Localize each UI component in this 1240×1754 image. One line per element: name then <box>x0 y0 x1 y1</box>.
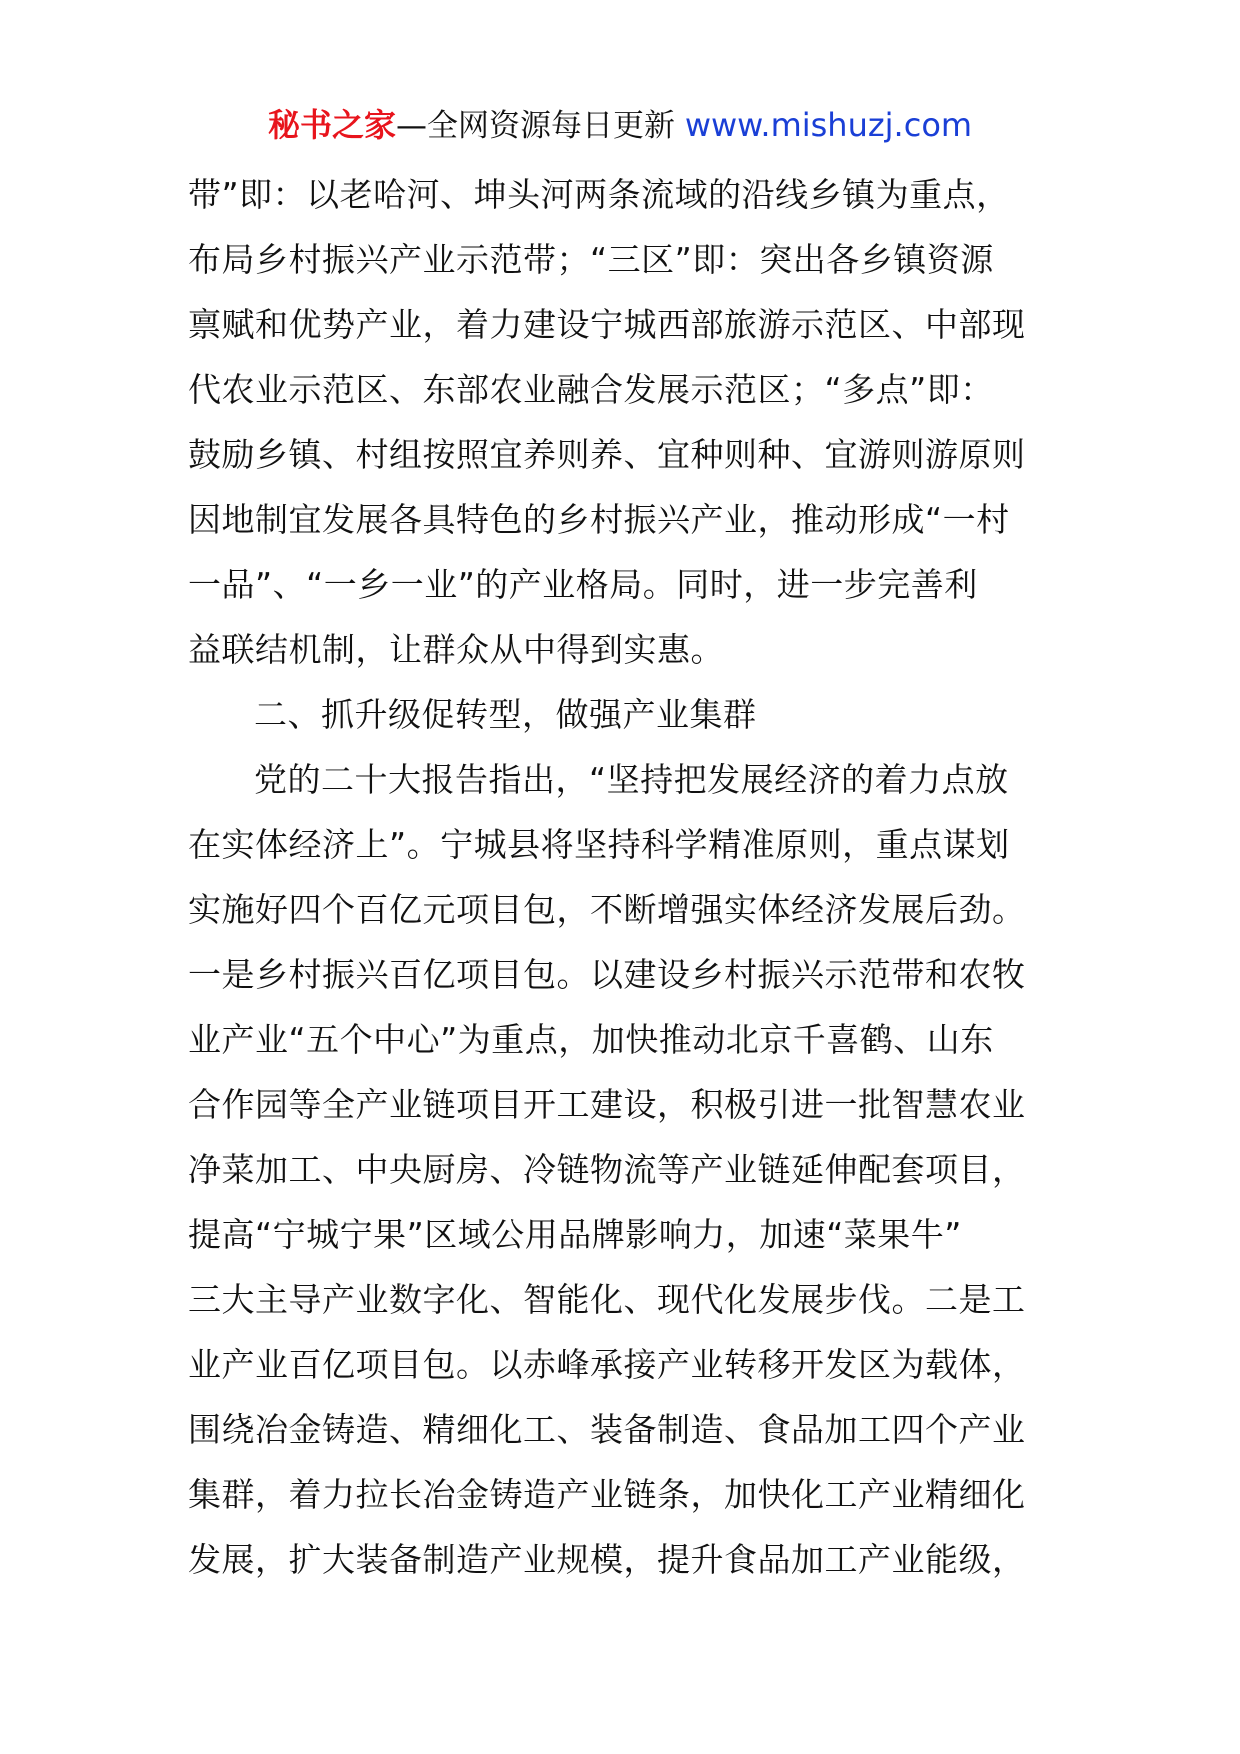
site-url[interactable]: www.mishuzj.com <box>684 106 973 144</box>
text-line: 围绕冶金铸造、精细化工、装备制造、食品加工四个产业 <box>188 1410 1026 1449</box>
text-line: 业产业百亿项目包。以赤峰承接产业转移开发区为载体， <box>188 1345 1026 1384</box>
text-line: 合作园等全产业链项目开工建设，积极引进一批智慧农业 <box>188 1085 1026 1124</box>
text-line: 发展，扩大装备制造产业规模，提升食品加工产业能级， <box>188 1540 1026 1579</box>
text-line: 代农业示范区、东部农业融合发展示范区；“多点”即： <box>188 370 994 409</box>
header-tagline: —全网资源每日更新 <box>395 108 685 144</box>
text-line: 益联结机制，让群众从中得到实惠。 <box>188 630 724 669</box>
text-line: 三大主导产业数字化、智能化、现代化发展步伐。二是工 <box>188 1280 1026 1319</box>
text-line: 带”即：以老哈河、坤头河两条流域的沿线乡镇为重点， <box>188 175 1010 214</box>
text-line: 提高“宁城宁果”区域公用品牌影响力，加速“菜果牛” <box>188 1215 962 1254</box>
page-header <box>0 103 1240 148</box>
text-line: 一是乡村振兴百亿项目包。以建设乡村振兴示范带和农牧 <box>188 955 1026 994</box>
section-heading: 二、抓升级促转型，做强产业集群 <box>254 695 757 734</box>
text-line: 净菜加工、中央厨房、冷链物流等产业链延伸配套项目， <box>188 1150 1026 1189</box>
text-line: 集群，着力拉长冶金铸造产业链条，加快化工产业精细化 <box>188 1475 1026 1514</box>
text-line: 布局乡村振兴产业示范带；“三区”即：突出各乡镇资源 <box>188 240 994 279</box>
text-line: 禀赋和优势产业，着力建设宁城西部旅游示范区、中部现 <box>188 305 1026 344</box>
text-line: 一品”、“一乡一业”的产业格局。同时，进一步完善利 <box>188 565 978 604</box>
paragraph-start: 党的二十大报告指出，“坚持把发展经济的着力点放 <box>254 760 1009 799</box>
text-line: 在实体经济上”。宁城县将坚持科学精准原则，重点谋划 <box>188 825 1010 864</box>
body-text <box>188 162 1054 1592</box>
text-line: 实施好四个百亿元项目包，不断增强实体经济发展后劲。 <box>188 890 1026 929</box>
text-line: 鼓励乡镇、村组按照宜养则养、宜种则种、宜游则游原则 <box>188 435 1026 474</box>
brand-name: 秘书之家 <box>267 106 396 144</box>
text-line: 因地制宜发展各具特色的乡村振兴产业，推动形成“一村 <box>188 500 1010 539</box>
text-line: 业产业“五个中心”为重点，加快推动北京千喜鹤、山东 <box>188 1020 994 1059</box>
